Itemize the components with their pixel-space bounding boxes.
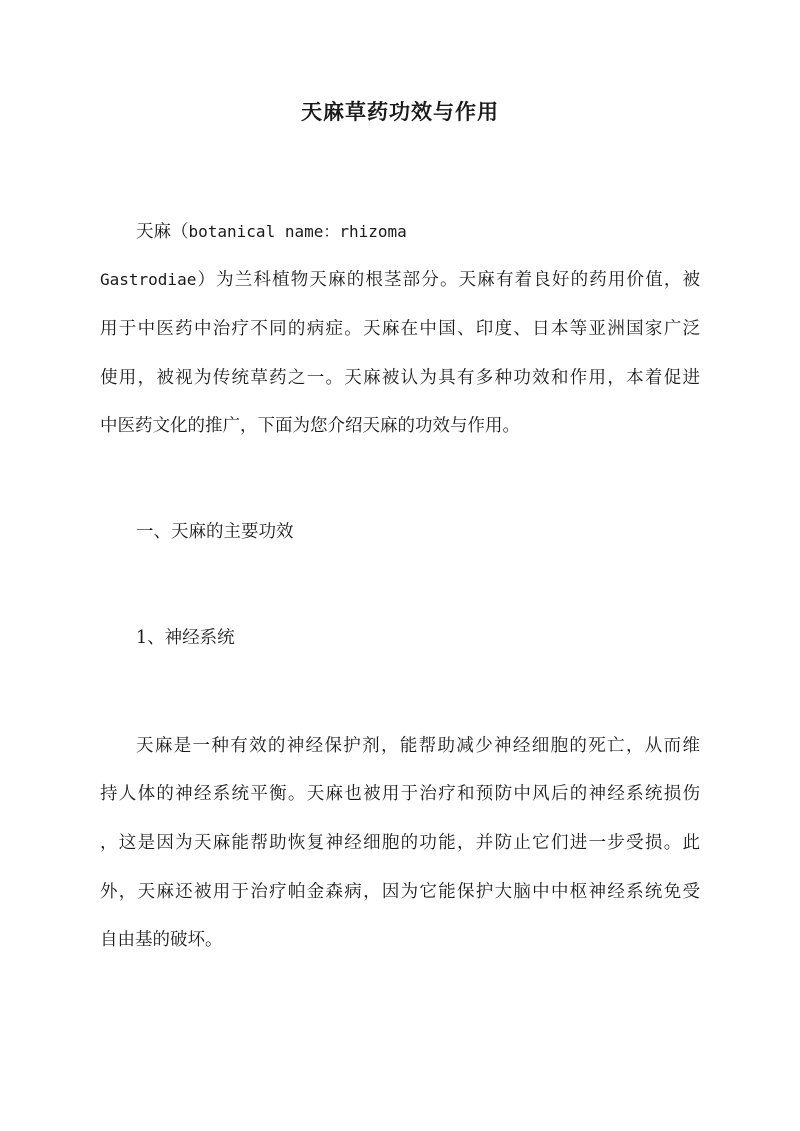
intro-line-2-cn: ）为兰科植物天麻的根茎部分。天麻有着良好的药用价值，被 (196, 270, 700, 290)
section-heading: 一、天麻的主要功效 (136, 522, 294, 542)
intro-line-1 (136, 220, 736, 244)
intro-line-2-latin: Gastrodiae (100, 270, 197, 289)
body-line-3: ，这是因为天麻能帮助恢复神经细胞的功能，并防止它们进一步受损。此 (100, 833, 700, 853)
intro-line-1-latin: botanical name：rhizoma (188, 222, 407, 241)
intro-line-5: 中医药文化的推广，下面为您介绍天麻的功效与作用。 (100, 416, 520, 436)
body-line-4: 外，天麻还被用于治疗帕金森病，因为它能保护大脑中中枢神经系统免受 (100, 882, 700, 902)
intro-line-4: 使用，被视为传统草药之一。天麻被认为具有多种功效和作用，本着促进 (100, 368, 700, 388)
document-title: 天麻草药功效与作用 (301, 99, 499, 124)
body-line-1: 天麻是一种有效的神经保护剂，能帮助减少神经细胞的死亡，从而维 (136, 736, 700, 756)
body-line-2: 持人体的神经系统平衡。天麻也被用于治疗和预防中风后的神经系统损伤 (100, 784, 700, 804)
body-line-5: 自由基的破坏。 (100, 930, 223, 950)
intro-line-3: 用于中医药中治疗不同的病症。天麻在中国、印度、日本等亚洲国家广泛 (100, 319, 700, 339)
intro-line-1-cn: 天麻（ (136, 222, 189, 242)
intro-line-2 (100, 268, 700, 292)
subsection-heading: 1、神经系统 (136, 628, 235, 648)
